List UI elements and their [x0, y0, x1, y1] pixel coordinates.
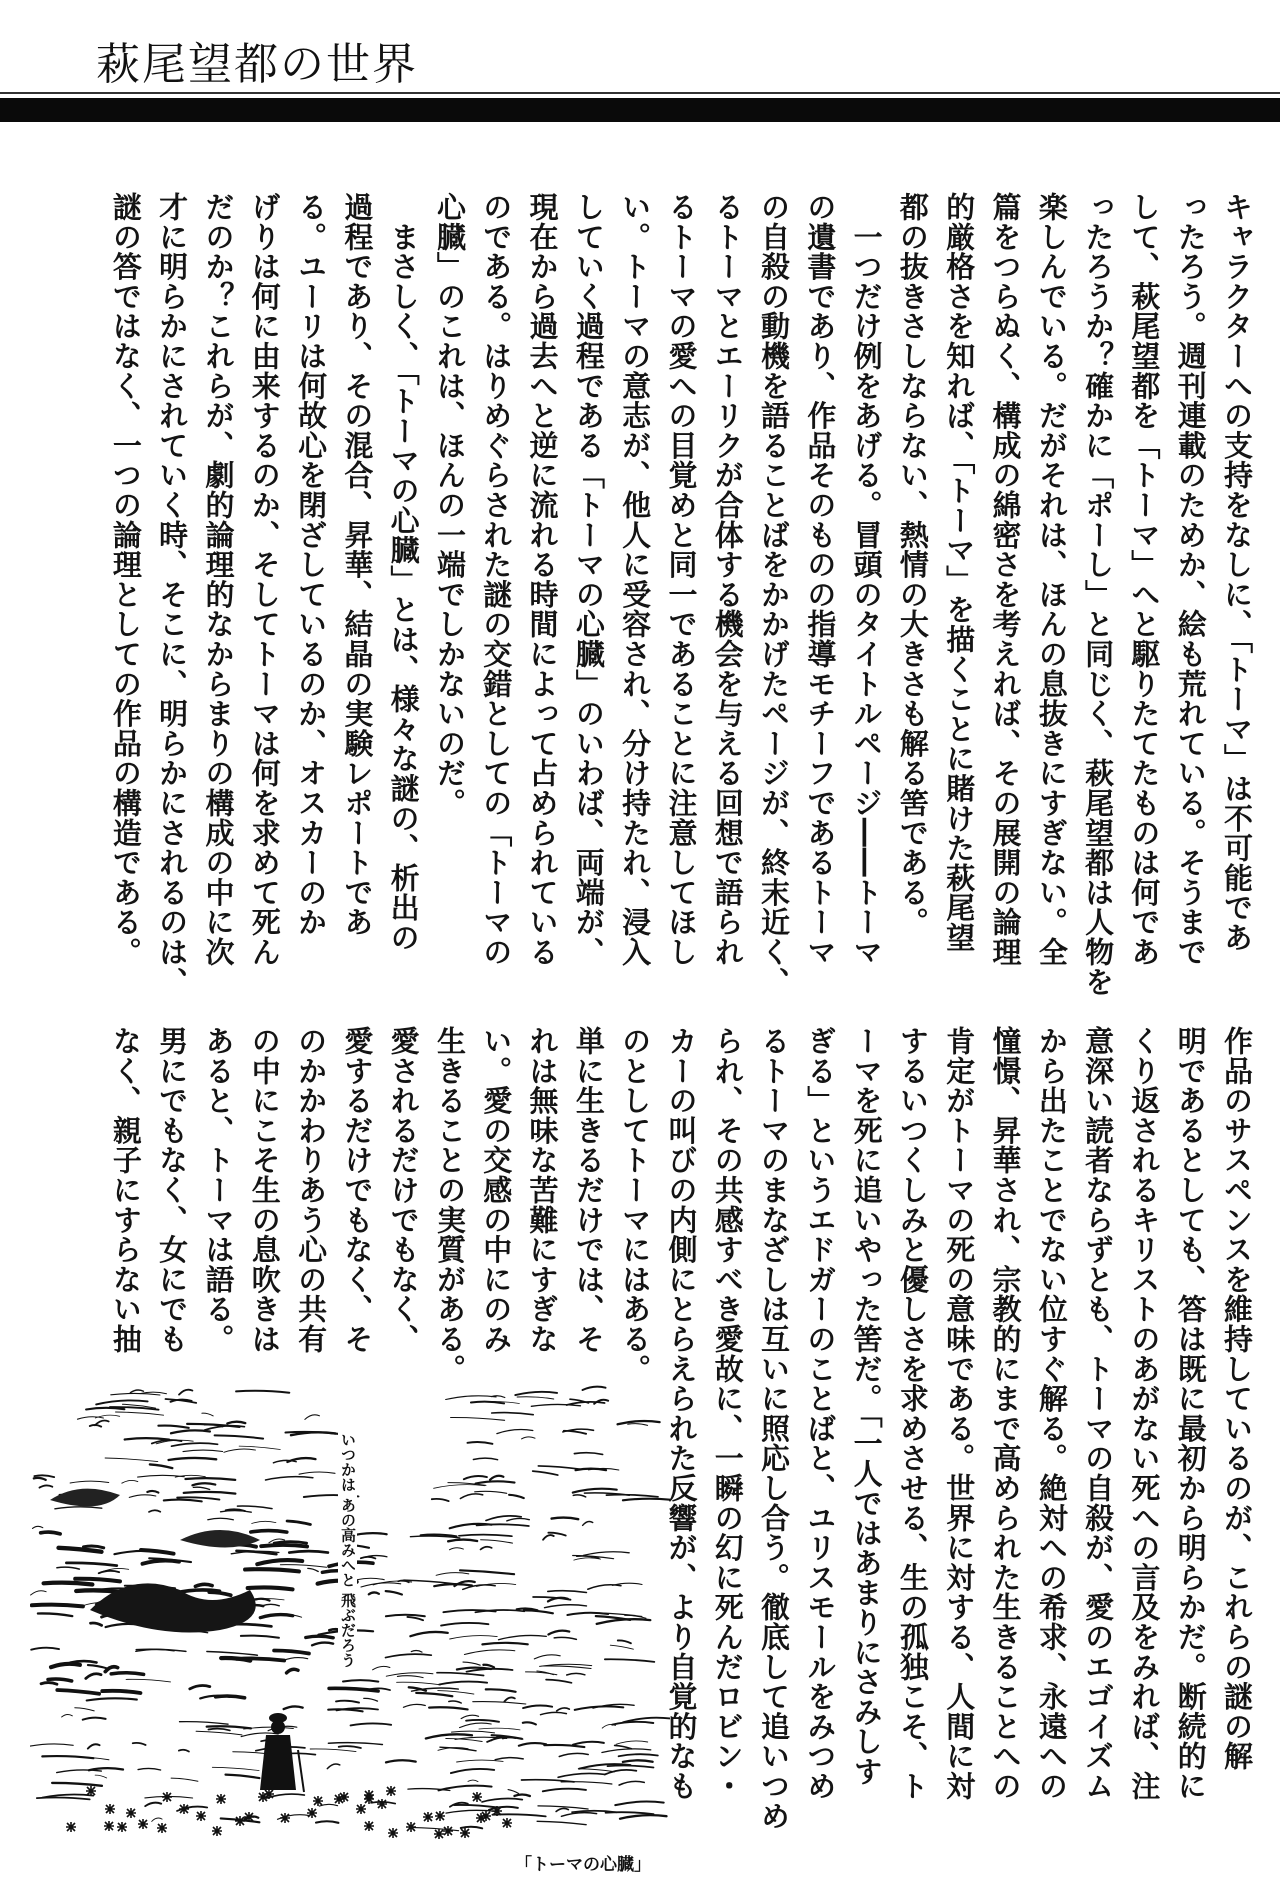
text-column: 才に明らかにされていく時、そこに、明らかにされるのは、 [155, 192, 190, 997]
text-column: るトーマとエーリクが合体する機会を与える回想で語られ [710, 192, 745, 967]
text-column: 過程であり、その混合、昇華、結晶の実験レポートであ [340, 192, 375, 937]
figure-silhouette [260, 1713, 304, 1792]
text-column: 明であるとしても、答は既に最初から明らかだ。断続的に [1173, 1026, 1208, 1801]
header-rule [0, 98, 1280, 122]
text-column: 愛するだけでもなく、そ [340, 1026, 375, 1354]
text-column: 的厳格さを知れば、「トーマ」を描くことに賭けた萩尾望 [942, 192, 977, 953]
text-column: 心臓」のこれは、ほんの一端でしかないのだ。 [432, 192, 467, 818]
text-column: げりは何に由来するのか、そしてトーマは何を求めて死ん [247, 192, 282, 967]
text-column: キャラクターへの支持をなしに、「トーマ」は不可能であ [1220, 192, 1254, 953]
text-column: ったろうか？確かに「ポーし」と同じく、萩尾望都は人物を [1081, 192, 1116, 997]
text-column: くり返されるキリストのあがない死への言及をみれば、注 [1127, 1026, 1162, 1801]
text-column: カーの叫びの内側にとらえられた反響が、より自覚的なも [664, 1026, 699, 1801]
text-column: の中にこそ生の息吹きは [247, 1026, 282, 1354]
text-column: まさしく、「トーマの心臓」とは、様々な謎の、析出の [386, 192, 421, 953]
text-column: なく、親子にすらない抽 [108, 1026, 143, 1354]
illustration-source-caption: 「トーマの心臓」 [515, 1850, 651, 1875]
text-column: ったろう。週刊連載のためか、絵も荒れている。そうまで [1173, 192, 1208, 967]
illustration-quote-caption: いつかは あの高みへと 飛ぶだろう [339, 1432, 357, 1668]
text-column: るトーマの愛への目覚めと同一であることに注意してほし [664, 192, 699, 967]
text-column: 単に生きるだけでは、そ [571, 1026, 606, 1354]
text-column: だのか？これらが、劇的論理的なからまりの構成の中に次 [201, 192, 236, 967]
header-rule-thin [0, 92, 1280, 94]
text-column: 一つだけ例をあげる。冒頭のタイトルページ――トーマ [849, 192, 884, 967]
text-column: ぎる」というエドガーのことばと、ユリスモールをみつめ [803, 1026, 838, 1801]
text-column: ーマを死に追いやった筈だ。「一人ではあまりにさみしす [849, 1026, 884, 1787]
text-column: から出たことでない位すぐ解る。絶対への希求、永遠への [1034, 1026, 1069, 1801]
text-column: のである。はりめぐらされた謎の交錯としての「トーマの [479, 192, 514, 967]
article-upper-section [103, 192, 1260, 1002]
text-column: 現在から過去へと逆に流れる時間によって占められている [525, 192, 560, 967]
text-column: して、萩尾望都を「トーマ」へと駆りたてたものは何であ [1127, 192, 1162, 967]
text-column: の遺書であり、作品そのものの指導モチーフであるトーマ [803, 192, 838, 967]
text-column: の自殺の動機を語ることばをかかげたページが、終末近く、 [757, 192, 792, 997]
text-column: 男にでもなく、女にでも [155, 1026, 190, 1354]
text-column: あると、トーマは語る。 [201, 1026, 236, 1354]
page-title: 萩尾望都の世界 [96, 39, 418, 90]
text-column: い。トーマの意志が、他人に受容され、分け持たれ、浸入 [618, 192, 653, 967]
text-column: するいつくしみと優しさを求めさせる、生の孤独こそ、ト [895, 1026, 930, 1801]
text-column: る。ユーリは何故心を閉ざしているのか、オスカーのか [294, 192, 329, 937]
text-column: 肯定がトーマの死の意味である。世界に対する、人間に対 [942, 1026, 977, 1801]
text-column: 意深い読者ならずとも、トーマの自殺が、愛のエゴイズム [1081, 1026, 1116, 1801]
text-column: 憧憬、昇華され、宗教的にまで高められた生きることへの [988, 1026, 1023, 1801]
text-column: 愛されるだけでもなく、 [386, 1026, 421, 1354]
text-column: 都の抜きさしならない、熱情の大きさも解る筈である。 [895, 192, 930, 937]
text-column: 篇をつらぬく、構成の綿密さを考えれば、その展開の論理 [988, 192, 1023, 967]
text-column: られ、その共感すべき愛故に、一瞬の幻に死んだロビン・ [710, 1026, 745, 1801]
text-column: れは無味な苦難にすぎな [525, 1026, 560, 1354]
text-column: 生きることの実質がある。 [432, 1026, 467, 1384]
text-column: のかかわりあう心の共有 [294, 1026, 329, 1354]
text-column: い。愛の交感の中にのみ [479, 1026, 514, 1354]
text-column: のとしてトーマにはある。 [618, 1026, 653, 1384]
text-column: 謎の答ではなく、一つの論理としての作品の構造である。 [108, 192, 143, 967]
text-column: るトーマのまなざしは互いに照応し合う。徹底して追いつめ [757, 1026, 792, 1831]
text-column: していく過程である「トーマの心臓」のいわば、両端が、 [571, 192, 606, 967]
text-column: 作品のサスペンスを維持しているのが、これらの謎の解 [1220, 1026, 1254, 1771]
text-column: 楽しんでいる。だがそれは、ほんの息抜きにすぎない。全 [1034, 192, 1069, 967]
